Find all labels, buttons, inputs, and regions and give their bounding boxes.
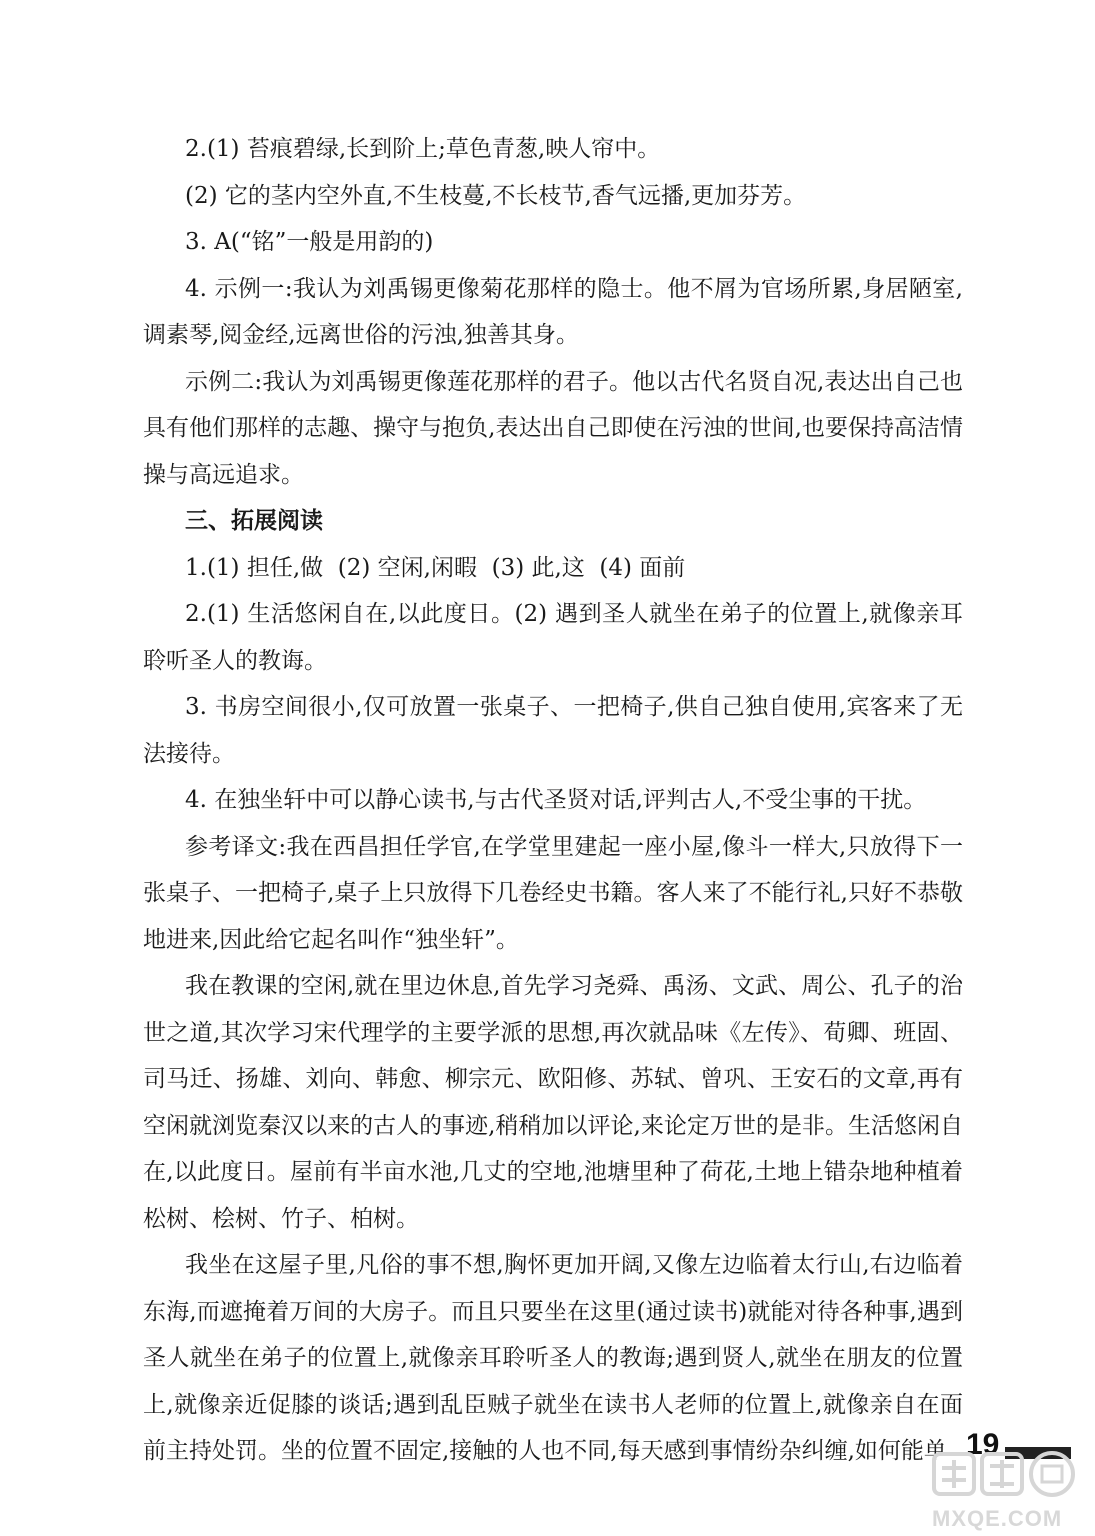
reference-translation-3: 我坐在这屋子里,凡俗的事不想,胸怀更加开阔,又像左边临着太行山,右边临着东海,而遮掩着万间的大房子。而且只要坐在这里(通过读书)就能对待各种事,遇到圣人就坐在弟子的位置上,就像亲耳聆听圣人的教诲;遇到贤人,就坐在朋友的位置上,就像亲近促膝的谈话;遇到乱臣贼子就坐在读书人老师的位置上,就像亲自在面前主持处罚。坐的位置不固定,接触的人也不同,每天感到事情纷杂纠缠,如何能单 [143,1252,963,1464]
watermark-url: MXQE.COM [932,1506,1063,1531]
extended-answer-2: 2.(1) 生活悠闲自在,以此度日。(2) 遇到圣人就坐在弟子的位置上,就像亲耳聆听圣人的教诲。 [143,601,963,674]
reference-translation-2: 我在教课的空闲,就在里边休息,首先学习尧舜、禹汤、文武、周公、孔子的治世之道,其次学习宋代理学的主要学派的思想,再次就品味《左传》、荀卿、班固、司马迁、扬雄、刘向、韩愈、柳宗元、欧阳修、苏轼、曾巩、王安石的文章,再有空闲就浏览秦汉以来的古人的事迹,稍稍加以评论,来论定万世的是非。生活悠闲自在,以此度日。屋前有半亩水池,几丈的空地,池塘里种了荷花,土地上错杂地种植着松树、桧树、竹子、柏树。 [143,973,963,1232]
answer-3: 3. A(“铭”一般是用韵的) [185,229,434,255]
page-number: 19 [966,1428,1000,1461]
section-heading-extended-reading: 三、拓展阅读 [185,508,323,534]
answer-4-example-1: 4. 示例一:我认为刘禹锡更像菊花那样的隐士。他不屑为官场所累,身居陋室,调素琴,阅金经,远离世俗的污浊,独善其身。 [143,275,963,348]
reference-translation-1: 参考译文:我在西昌担任学官,在学堂里建起一座小屋,像斗一样大,只放得下一张桌子、一把椅子,桌子上只放得下几卷经史书籍。客人来了不能行礼,只好不恭敬地进来,因此给它起名叫作“独坐轩”。 [143,833,963,953]
page-content [143,126,963,1475]
extended-answer-3: 3. 书房空间很小,仅可放置一张桌子、一把椅子,供自己独自使用,宾客来了无法接待。 [143,694,963,767]
extended-answer-4: 4. 在独坐轩中可以静心读书,与古代圣贤对话,评判古人,不受尘事的干扰。 [185,787,927,813]
extended-answer-1: 1.(1) 担任,做 (2) 空闲,闲暇 (3) 此,这 (4) 面前 [185,554,686,581]
answer-4-example-2: 示例二:我认为刘禹锡更像莲花那样的君子。他以古代名贤自况,表达出自己也具有他们那样的志趣、操守与抱负,表达出自己即使在污浊的世间,也要保持高洁情操与高远追求。 [143,368,963,488]
answer-2-2: (2) 它的茎内空外直,不生枝蔓,不长枝节,香气远播,更加芬芳。 [185,182,807,209]
answer-2-1: 2.(1) 苔痕碧绿,长到阶上;草色青葱,映人帘中。 [185,136,661,162]
watermark [930,1440,1080,1536]
watermark-logo-icon [930,1440,1080,1504]
